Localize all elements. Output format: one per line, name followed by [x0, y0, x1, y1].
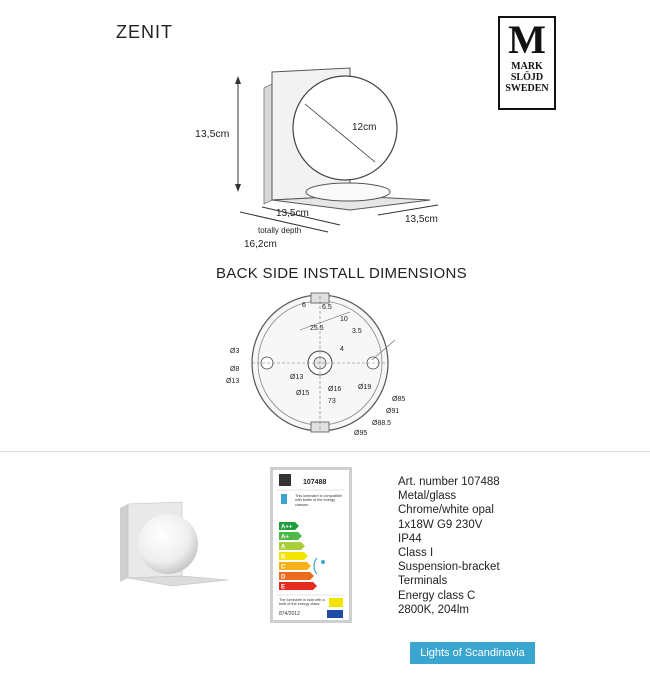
spec-article: Art. number 107488 [398, 476, 500, 488]
energy-class-scale [279, 522, 317, 591]
dim-d85: Ø85 [392, 396, 406, 403]
photo-globe [138, 514, 198, 574]
photo-back-edge [120, 504, 128, 582]
dim-6-5: 6.5 [322, 304, 332, 311]
product-title: ZENIT [116, 22, 173, 42]
dim-d95: Ø95 [354, 430, 368, 437]
spec-class: Class I [398, 547, 434, 560]
depth-label: 13,5cm [405, 214, 438, 225]
energy-label-regulation: 874/2012 [279, 611, 300, 617]
energy-class-letter: A+ [281, 534, 289, 541]
bulb-icon [281, 494, 287, 504]
spec-mounting: Suspension-bracket [398, 561, 500, 574]
bulb-class-marker [329, 598, 343, 607]
spec-material: Metal/glass [398, 490, 457, 503]
back-side-title: BACK SIDE INSTALL DIMENSIONS [216, 265, 467, 282]
bulb-marker-icon [321, 560, 325, 564]
energy-class-letter: E [281, 584, 286, 591]
section-divider [0, 451, 650, 452]
dim-73: 73 [328, 398, 336, 405]
spec-finish: Chrome/white opal [398, 504, 494, 517]
energy-class-letter: A [281, 544, 286, 551]
eu-flag-icon [327, 610, 343, 618]
total-depth-caption: totally depth [258, 226, 302, 235]
energy-label-article: 107488 [303, 479, 327, 486]
dim-d16: Ø16 [328, 386, 342, 393]
logo-line-2: SLÖJD [510, 72, 544, 83]
energy-class-letter: A++ [281, 524, 293, 531]
logo-line-1: MARK [511, 61, 543, 72]
energy-label-logo [279, 474, 291, 486]
dim-d8: Ø8 [230, 366, 240, 373]
spec-energy-class: Energy class C [398, 589, 476, 602]
dim-6: 6 [302, 302, 306, 309]
spec-light: 2800K, 204lm [398, 603, 469, 616]
total-depth-label: 16,2cm [244, 239, 277, 250]
dim-10: 10 [340, 316, 348, 323]
spec-list [398, 475, 500, 617]
photo-base-plate [128, 576, 228, 586]
footer-tagline: Lights of Scandinavia [410, 642, 535, 664]
dim-25-5: 25.5 [310, 325, 324, 332]
logo-line-3: SWEDEN [505, 83, 549, 94]
energy-label-text-1: This luminaire is compatible with bulbs of the energy classes: [295, 494, 342, 507]
product-photo [110, 498, 240, 608]
dim-d91: Ø91 [386, 408, 400, 415]
dim-d15: Ø15 [296, 390, 310, 397]
height-label: 13,5cm [195, 128, 230, 140]
width-label: 13,5cm [276, 208, 309, 219]
energy-class-letter: B [281, 554, 286, 561]
energy-label [270, 467, 352, 623]
dim-d88-5: Ø88.5 [372, 420, 392, 427]
energy-class-letter: C [281, 564, 286, 571]
dim-d19: Ø19 [358, 384, 372, 391]
dim-d3: Ø3 [230, 348, 240, 355]
spec-ip-rating: IP44 [398, 532, 422, 545]
logo-letter: M [508, 17, 546, 62]
dim-4: 4 [340, 346, 344, 353]
spec-connection: Terminals [398, 575, 448, 588]
dim-d13-left: Ø13 [226, 378, 240, 385]
diameter-label: 12cm [352, 122, 377, 133]
energy-label-text-2: The luminaire is sold with a bulb of the energy class: [279, 598, 325, 607]
dim-d13-center: Ø13 [290, 374, 304, 381]
spec-bulb: 1x18W G9 230V [398, 518, 483, 531]
bracket-icon [314, 558, 317, 574]
dim-3-5: 3.5 [352, 328, 362, 335]
energy-class-letter: D [281, 574, 286, 581]
